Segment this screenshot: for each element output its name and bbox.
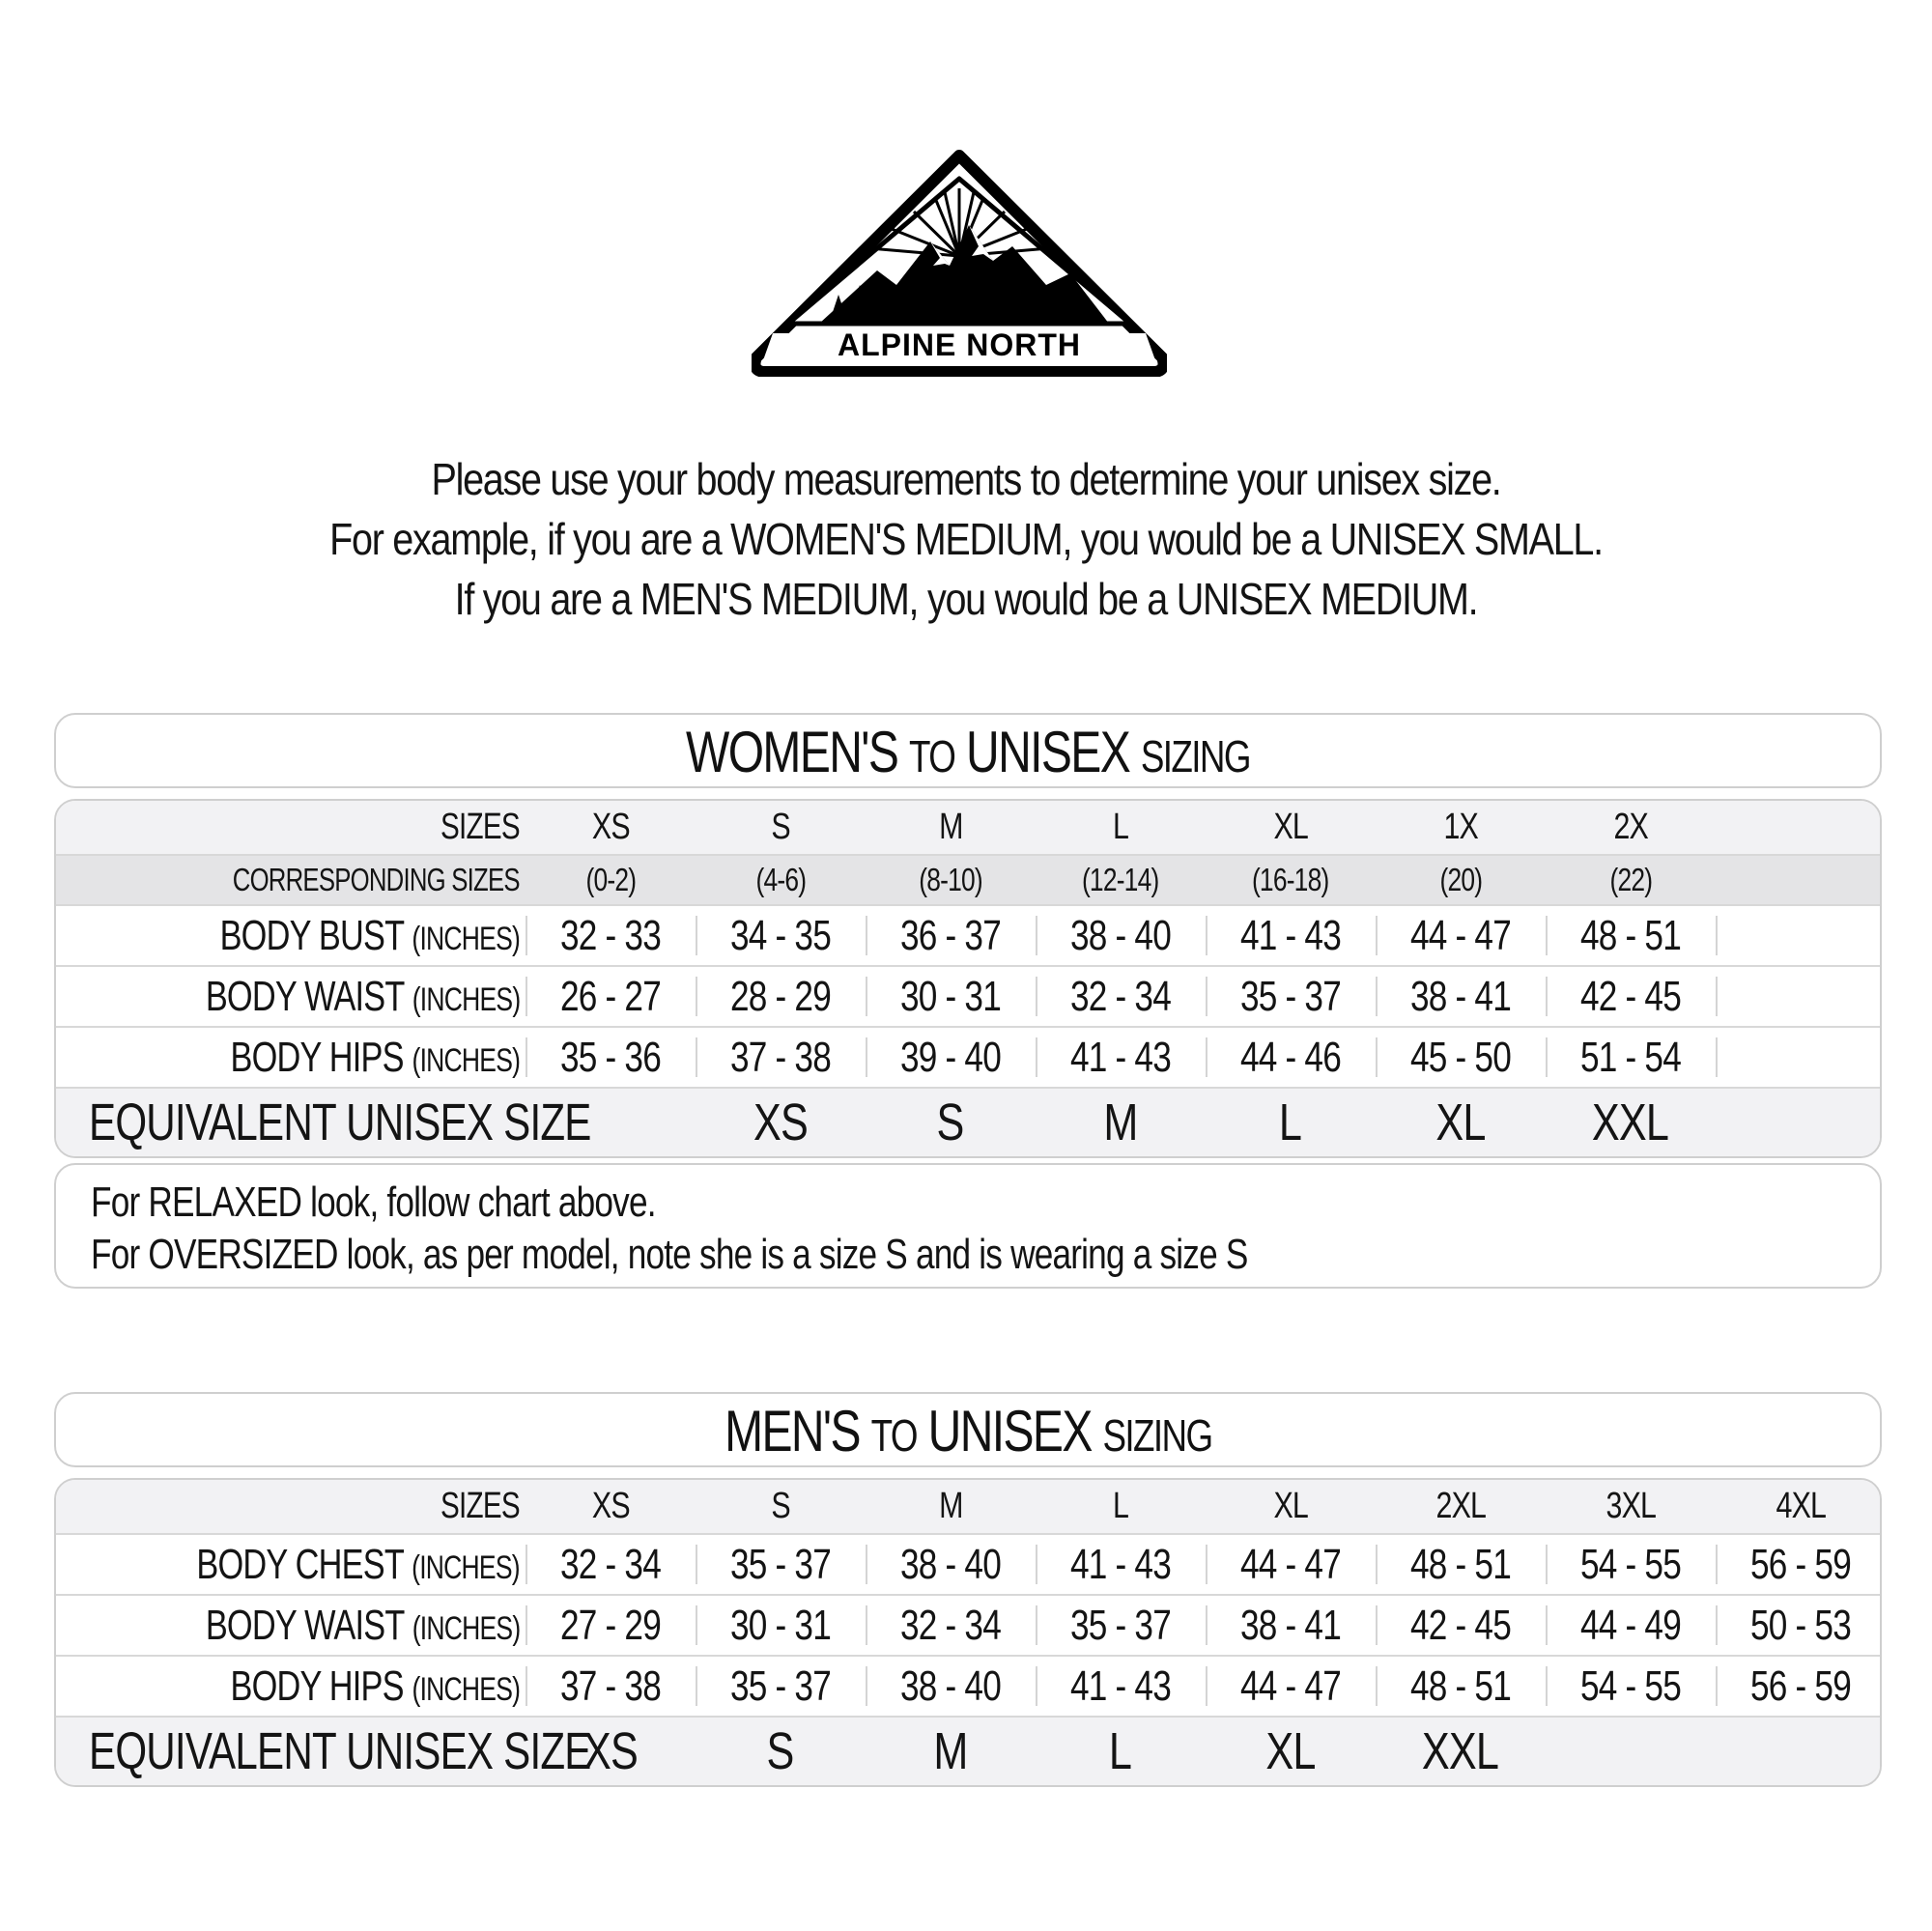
womens-hips-row-cell: 35 - 36 <box>526 1028 696 1087</box>
mens-equivalent-row-cell: L <box>1109 1722 1132 1780</box>
womens-bust-row-cell: 41 - 43 <box>1206 906 1376 965</box>
womens-hips-row-label: BODY HIPS (INCHES) <box>230 1033 520 1081</box>
note-oversized: For OVERSIZED look, as per model, note she is a size S and is wearing a size S <box>91 1231 1248 1278</box>
mens-waist-row-cell: 44 - 49 <box>1546 1596 1716 1655</box>
womens-hips-row-cell: 39 - 40 <box>866 1028 1036 1087</box>
note-relaxed: For RELAXED look, follow chart above. <box>91 1178 656 1226</box>
mens-equivalent-row <box>56 1718 1880 1785</box>
mens-chest-row-cell: 32 - 34 <box>526 1535 696 1594</box>
womens-bust-row-cell: 48 - 51 <box>1546 906 1716 965</box>
womens-corresponding-row-cell: (20) <box>1439 862 1482 897</box>
mens-sizes-row-cell: 4XL <box>1776 1486 1826 1526</box>
womens-waist-row <box>56 967 1880 1028</box>
womens-waist-row-cell: 32 - 34 <box>1036 967 1206 1026</box>
mountain-triangle-logo-icon <box>752 150 1167 377</box>
mens-waist-row-cell: 30 - 31 <box>696 1596 866 1655</box>
womens-equivalent-row <box>56 1089 1880 1156</box>
intro-line-2: For example, if you are a WOMEN'S MEDIUM, you would be a UNISEX SMALL. <box>329 514 1603 564</box>
womens-corresponding-row-cell: (0-2) <box>585 862 636 897</box>
womens-size-table <box>54 799 1882 1158</box>
mens-chest-row-cell: 56 - 59 <box>1716 1535 1882 1594</box>
mens-title: MEN'S TO UNISEX SIZING <box>724 1399 1212 1463</box>
brand-name: ALPINE NORTH <box>838 327 1081 362</box>
mens-equivalent-row-cell <box>1716 1718 1882 1785</box>
mens-sizes-row <box>56 1480 1880 1535</box>
womens-bust-row-cell: 38 - 40 <box>1036 906 1206 965</box>
mens-waist-row-cell: 50 - 53 <box>1716 1596 1882 1655</box>
womens-bust-row-cell: 32 - 33 <box>526 906 696 965</box>
womens-sizes-row-cell: 1X <box>1443 807 1478 847</box>
mens-equivalent-row-cell: XXL <box>1422 1722 1499 1780</box>
womens-hips-row-cell: 37 - 38 <box>696 1028 866 1087</box>
womens-equivalent-row-cell <box>526 1089 696 1156</box>
womens-sizes-row-cell: XS <box>591 807 630 847</box>
fit-notes <box>54 1163 1882 1289</box>
womens-corresponding-row-label: CORRESPONDING SIZES <box>233 862 520 897</box>
womens-hips-row-cell: 41 - 43 <box>1036 1028 1206 1087</box>
womens-equivalent-row-cell: M <box>1103 1093 1138 1151</box>
womens-sizes-row-cell: S <box>771 807 790 847</box>
mens-chest-row-cell: 38 - 40 <box>866 1535 1036 1594</box>
mens-hips-row-cell: 38 - 40 <box>866 1657 1036 1716</box>
brand-logo <box>752 150 1167 377</box>
womens-corresponding-row-cell: (8-10) <box>919 862 982 897</box>
womens-sizes-row-cell: XL <box>1273 807 1308 847</box>
mens-waist-row-cell: 27 - 29 <box>526 1596 696 1655</box>
mens-waist-row-cell: 38 - 41 <box>1206 1596 1376 1655</box>
mens-chest-row-cell: 41 - 43 <box>1036 1535 1206 1594</box>
womens-waist-row-label: BODY WAIST (INCHES) <box>205 972 520 1020</box>
mens-equivalent-row-label: EQUIVALENT UNISEX SIZE <box>89 1722 591 1780</box>
womens-corresponding-row-cell: (12-14) <box>1082 862 1159 897</box>
mens-hips-row-cell: 44 - 47 <box>1206 1657 1376 1716</box>
intro-text <box>0 449 1932 629</box>
mens-chest-row-cell: 48 - 51 <box>1376 1535 1546 1594</box>
womens-title: WOMEN'S TO UNISEX SIZING <box>686 720 1250 784</box>
mens-chest-row-label: BODY CHEST (INCHES) <box>196 1540 520 1588</box>
mens-sizes-row-cell: XS <box>591 1486 630 1526</box>
mens-waist-row-cell: 32 - 34 <box>866 1596 1036 1655</box>
womens-sizes-row <box>56 801 1880 856</box>
womens-hips-row <box>56 1028 1880 1089</box>
womens-hips-row-cell: 45 - 50 <box>1376 1028 1546 1087</box>
womens-equivalent-row-cell: XS <box>753 1093 809 1151</box>
womens-sizes-row-cell: L <box>1112 807 1129 847</box>
mens-hips-row-label: BODY HIPS (INCHES) <box>230 1661 520 1710</box>
womens-equivalent-row-cell: S <box>936 1093 965 1151</box>
mens-equivalent-row-cell: S <box>766 1722 795 1780</box>
womens-waist-row-cell: 28 - 29 <box>696 967 866 1026</box>
womens-hips-row-cell: 51 - 54 <box>1546 1028 1716 1087</box>
womens-bust-row-cell: 44 - 47 <box>1376 906 1546 965</box>
womens-corresponding-row <box>56 856 1880 906</box>
mens-size-table <box>54 1478 1882 1787</box>
womens-waist-row-cell: 42 - 45 <box>1546 967 1716 1026</box>
womens-corresponding-row-cell: (4-6) <box>755 862 806 897</box>
intro-line-3: If you are a MEN'S MEDIUM, you would be a UNISEX MEDIUM. <box>454 574 1478 624</box>
womens-corresponding-row-cell: (16-18) <box>1252 862 1329 897</box>
mens-equivalent-row-cell: XL <box>1265 1722 1316 1780</box>
mens-waist-row-cell: 35 - 37 <box>1036 1596 1206 1655</box>
womens-waist-row-cell: 30 - 31 <box>866 967 1036 1026</box>
mens-hips-row-cell: 48 - 51 <box>1376 1657 1546 1716</box>
womens-bust-row-cell: 34 - 35 <box>696 906 866 965</box>
mens-sizes-row-cell: L <box>1112 1486 1129 1526</box>
womens-equivalent-row-label: EQUIVALENT UNISEX SIZE <box>89 1093 591 1151</box>
womens-waist-row-cell: 35 - 37 <box>1206 967 1376 1026</box>
womens-sizes-row-label: SIZES <box>440 807 520 847</box>
mens-sizes-row-cell: S <box>771 1486 790 1526</box>
womens-bust-row-label: BODY BUST (INCHES) <box>219 911 520 959</box>
mens-chest-row <box>56 1535 1880 1596</box>
womens-title-box <box>54 713 1882 788</box>
mens-equivalent-row-cell: XS <box>582 1722 639 1780</box>
womens-equivalent-row-cell: XL <box>1435 1093 1486 1151</box>
mens-hips-row-cell: 35 - 37 <box>696 1657 866 1716</box>
mens-hips-row <box>56 1657 1880 1718</box>
womens-waist-row-cell: 38 - 41 <box>1376 967 1546 1026</box>
womens-corresponding-row-cell: (22) <box>1609 862 1652 897</box>
womens-bust-row <box>56 906 1880 967</box>
mens-sizes-row-cell: 3XL <box>1605 1486 1656 1526</box>
womens-equivalent-row-cell: L <box>1279 1093 1302 1151</box>
mens-waist-row <box>56 1596 1880 1657</box>
mens-sizes-row-label: SIZES <box>440 1486 520 1526</box>
mens-chest-row-cell: 54 - 55 <box>1546 1535 1716 1594</box>
mens-sizes-row-cell: 2XL <box>1435 1486 1486 1526</box>
mens-hips-row-cell: 54 - 55 <box>1546 1657 1716 1716</box>
intro-line-1: Please use your body measurements to determine your unisex size. <box>431 454 1501 504</box>
mens-waist-row-label: BODY WAIST (INCHES) <box>205 1601 520 1649</box>
womens-bust-row-end-divider <box>1716 906 1882 965</box>
womens-hips-row-cell: 44 - 46 <box>1206 1028 1376 1087</box>
womens-waist-row-cell: 26 - 27 <box>526 967 696 1026</box>
mens-chest-row-cell: 35 - 37 <box>696 1535 866 1594</box>
womens-bust-row-cell: 36 - 37 <box>866 906 1036 965</box>
mens-hips-row-cell: 41 - 43 <box>1036 1657 1206 1716</box>
mens-sizes-row-cell: M <box>938 1486 963 1526</box>
womens-sizes-row-cell: M <box>938 807 963 847</box>
mens-sizes-row-cell: XL <box>1273 1486 1308 1526</box>
womens-hips-row-end-divider <box>1716 1028 1882 1087</box>
mens-hips-row-cell: 56 - 59 <box>1716 1657 1882 1716</box>
mens-title-box <box>54 1392 1882 1467</box>
womens-sizes-row-cell: 2X <box>1613 807 1648 847</box>
mens-waist-row-cell: 42 - 45 <box>1376 1596 1546 1655</box>
mens-equivalent-row-cell <box>1546 1718 1716 1785</box>
womens-equivalent-row-cell: XXL <box>1592 1093 1669 1151</box>
mens-hips-row-cell: 37 - 38 <box>526 1657 696 1716</box>
mens-chest-row-cell: 44 - 47 <box>1206 1535 1376 1594</box>
mens-equivalent-row-cell: M <box>933 1722 968 1780</box>
womens-waist-row-end-divider <box>1716 967 1882 1026</box>
